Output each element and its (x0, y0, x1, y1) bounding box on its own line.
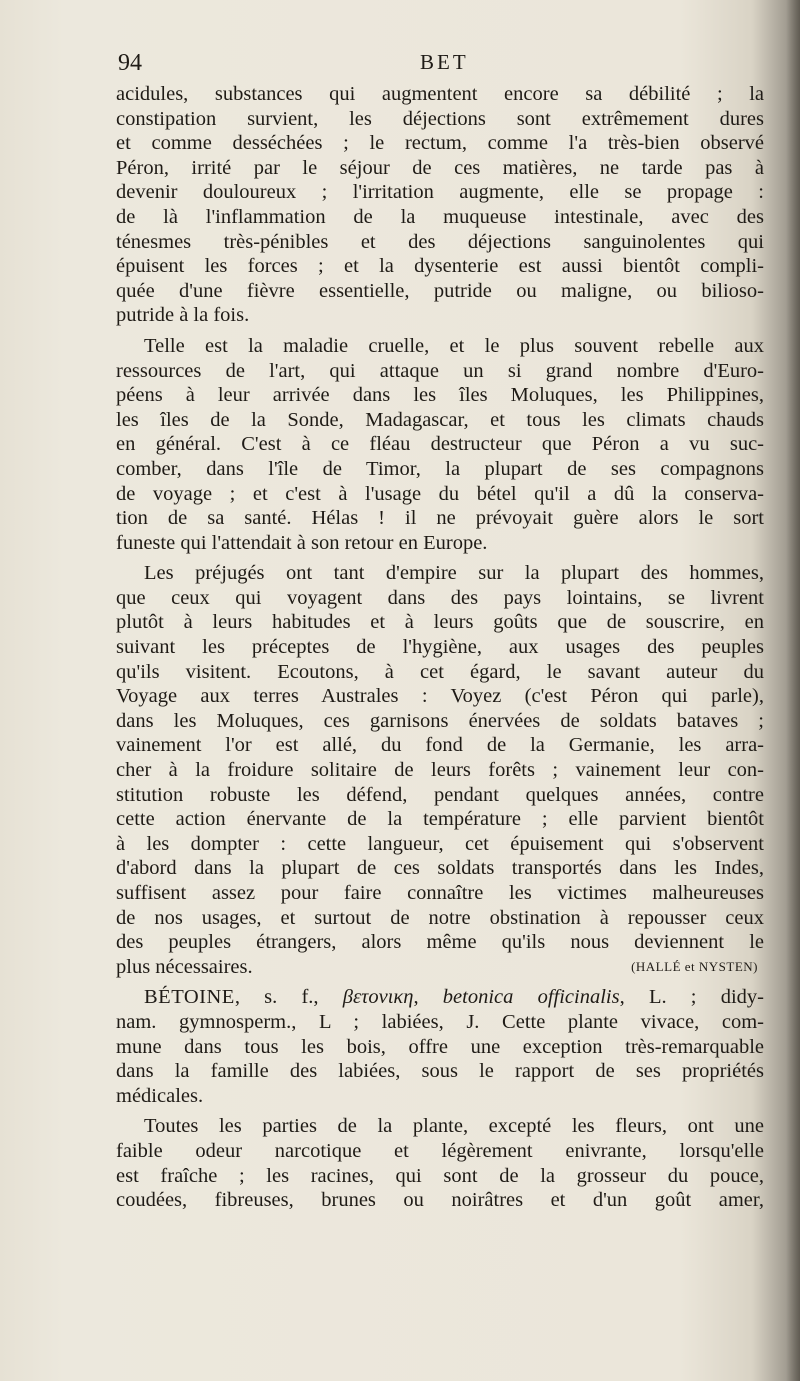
text-line: mune dans tous les bois, offre une exception très-remarquable (116, 1035, 764, 1058)
paragraph-2 (116, 334, 764, 555)
running-title: BET (420, 50, 469, 74)
entry-grammar: , s. f., (234, 986, 343, 1009)
entry-separator: , (413, 986, 443, 1009)
text-line: qu'ils visitent. Ecoutons, à cet égard, le savant auteur du (116, 660, 764, 683)
text-line: acidules, substances qui augmentent encore sa débilité ; la (116, 83, 764, 105)
text-line: nam. gymnosperm., L ; labiées, J. Cette plante vivace, com- (116, 1010, 764, 1033)
text-line: de nos usages, et surtout de notre obstination à repousser ceux (116, 906, 764, 929)
text-line: d'abord dans la plupart de ces soldats transportés dans les Indes, (116, 857, 764, 880)
text-line: faible odeur narcotique et légèrement enivrante, lorsqu'elle (116, 1139, 764, 1162)
text-line: dans la famille des labiées, sous le rapport de ses propriétés (116, 1060, 764, 1083)
text-line: comber, dans l'île de Timor, la plupart de ses compagnons (116, 457, 764, 480)
text-line: stitution robuste les défend, pendant quelques années, contre (116, 783, 764, 806)
text-line: médicales. (116, 1084, 204, 1107)
text-line: constipation survient, les déjections sont extrêmement dures (116, 107, 764, 130)
text-line: les îles de la Sonde, Madagascar, et tous les climats chauds (116, 408, 764, 431)
text-line: funeste qui l'attendait à son retour en Europe. (116, 531, 488, 554)
text-line: péens à leur arrivée dans les îles Moluques, les Philippines, (116, 384, 764, 407)
text-line: de là l'inflammation de la muqueuse intestinale, avec des (116, 205, 764, 228)
text-line: quée d'une fièvre essentielle, putride ou maligne, ou bilioso- (116, 279, 764, 302)
text-line: Péron, irrité par le séjour de ces matières, ne tarde pas à (116, 156, 764, 179)
text-line: suffisent assez pour faire connaître les victimes malheureuses (116, 882, 764, 904)
text-line: plus nécessaires. (116, 955, 253, 978)
text-line: plutôt à leurs habitudes et à leurs goûts que de souscrire, en (116, 611, 764, 634)
text-line: ténesmes très-pénibles et des déjections sanguinolentes qui (116, 230, 764, 253)
text-line: Les préjugés ont tant d'empire sur la plupart des hommes, (144, 562, 764, 585)
text-line: est fraîche ; les racines, qui sont de la grosseur du pouce, (116, 1164, 764, 1187)
text-line: épuisent les forces ; et la dysenterie est aussi bientôt compli- (116, 255, 764, 278)
text-line: putride à la fois. (116, 304, 250, 327)
entry-line-rest: , L. ; didy- (619, 986, 764, 1009)
page-edge-shadow (786, 0, 800, 1381)
text-line: ressources de l'art, qui attaque un si grand nombre d'Euro- (116, 359, 764, 382)
text-line: Toutes les parties de la plante, excepté les fleurs, ont une (144, 1115, 764, 1138)
entry-first-line (116, 985, 764, 1010)
text-line: et comme desséchées ; le rectum, comme l'a très-bien observé (116, 132, 764, 155)
author-signature: (HALLÉ et NYSTEN) (631, 958, 758, 974)
text-line: cette action énervante de la température ; elle parvient bientôt (116, 808, 764, 831)
paragraph-entry (116, 985, 764, 1108)
text-line: tion de sa santé. Hélas ! il ne prévoyait guère alors le sort (116, 507, 764, 530)
text-line: des peuples étrangers, alors même qu'ils nous deviennent le (116, 931, 764, 954)
text-line: cher à la froidure solitaire de leurs forêts ; vainement leur con- (116, 759, 764, 782)
paragraph-5 (116, 1114, 764, 1212)
text-line: de voyage ; et c'est à l'usage du bétel qu'il a dû la conserva- (116, 482, 764, 505)
text-line: que ceux qui voyagent dans des pays lointains, se livrent (116, 586, 764, 609)
text-line: suivant les préceptes de l'hygiène, aux usages des peuples (116, 636, 764, 659)
signed-line (116, 955, 764, 980)
entry-headword: BÉTOINE (144, 986, 235, 1009)
paragraph-3 (116, 561, 764, 979)
text-line: en général. C'est à ce fléau destructeur que Péron a vu suc- (116, 433, 764, 456)
text-line: Voyage aux terres Australes : Voyez (c'est Péron qui parle), (116, 685, 764, 708)
text-line: coudées, fibreuses, brunes ou noirâtres et d'un goût amer, (116, 1189, 764, 1212)
text-line: Telle est la maladie cruelle, et le plus souvent rebelle aux (144, 334, 764, 357)
body-text (116, 82, 764, 1213)
text-line: à les dompter : cette langueur, cet épuisement qui s'observent (116, 832, 764, 855)
text-line: dans les Moluques, ces garnisons énervées de soldats bataves ; (116, 709, 764, 732)
running-head (116, 48, 764, 78)
page-number: 94 (118, 50, 142, 76)
paragraph-1 (116, 82, 764, 328)
entry-latin-name: betonica officinalis (442, 986, 620, 1009)
text-line: vainement l'or est allé, du fond de la Germanie, les arra- (116, 734, 764, 757)
text-line: devenir douloureux ; l'irritation augmente, elle se propage : (116, 181, 764, 204)
entry-greek-name: βετονικη (342, 986, 414, 1009)
